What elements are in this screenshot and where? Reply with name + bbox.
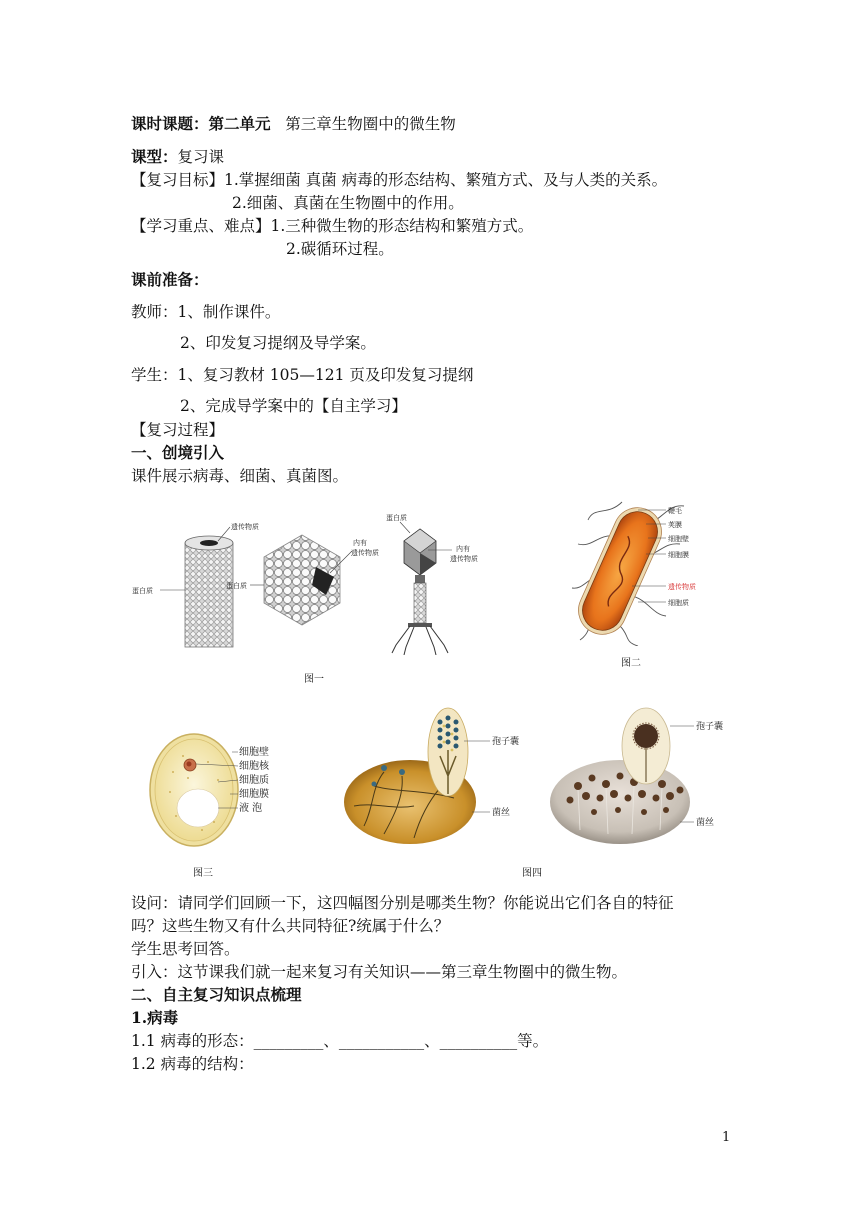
lesson-title-text: 第三章生物圈中的微生物: [285, 115, 456, 133]
key-points-line-1: [131, 216, 533, 236]
fig1-label-protein-1: 蛋白质: [132, 587, 153, 595]
virus-structure-line: 1.2 病毒的结构：: [131, 1055, 254, 1073]
lesson-type-label: 课型：: [131, 147, 178, 166]
prep-student-2: 2、完成导学案中的【自主学习】: [180, 397, 407, 415]
fig1-label-protein-2: 蛋白质: [226, 582, 247, 590]
virus-title: 1.病毒: [131, 1008, 179, 1027]
page-number: 1: [722, 1130, 731, 1145]
fig1-label-inner-2: 内有: [456, 545, 470, 553]
key-points-text-1: 1.三种微生物的形态结构和繁殖方式。: [270, 217, 534, 235]
key-points-line-2: 2.碳循环过程。: [286, 240, 394, 258]
fig1-label-protein-3: 蛋白质: [386, 514, 407, 522]
section-1-title: 一、创境引入: [131, 443, 225, 462]
section-2-title: 二、自主复习知识点梳理: [131, 985, 302, 1004]
question-line-2: 吗？这些生物又有什么共同特征?统属于什么？: [131, 917, 450, 935]
lesson-title-label: 课时课题：第二单元: [131, 114, 271, 133]
fig2-label-capsule: 荚膜: [668, 521, 682, 529]
prep-title: 课前准备：: [131, 270, 209, 289]
key-points-label: 【学习重点、难点】: [131, 217, 271, 235]
fig1-label-genetic: 遗传物质: [231, 523, 259, 531]
fig4-label-sporangium-1: 孢子囊: [492, 737, 520, 747]
figure-4-penicillium: [344, 706, 544, 846]
process-label: 【复习过程】: [131, 421, 225, 439]
figure-2-bacterium: [568, 496, 718, 646]
fig2-label-cytoplasm: 细胞质: [668, 599, 689, 607]
student-answer: 学生思考回答。: [131, 940, 240, 958]
fig2-label-flagellum: 鞭毛: [668, 507, 682, 515]
figure-4-rhizopus: [548, 706, 748, 846]
figure-4-caption: 图四: [522, 868, 542, 879]
fig2-label-genetic: 遗传物质: [668, 583, 696, 591]
question-line-1: 设问：请同学们回顾一下，这四幅图分别是哪类生物？你能说出它们各自的特征: [131, 894, 674, 912]
lesson-type: [131, 147, 224, 167]
lesson-title: [131, 114, 456, 134]
fig3-label-cytoplasm: 细胞质: [239, 775, 269, 786]
fig4-label-sporangium-2: 孢子囊: [696, 722, 724, 732]
fig2-label-cell-membrane: 细胞膜: [668, 551, 689, 559]
lead-in: 引入：这节课我们就一起来复习有关知识——第三章生物圈中的微生物。: [131, 963, 628, 981]
fig1-label-genetic-2: 遗传物质: [351, 549, 379, 557]
goals-text-1: 1.掌握细菌 真菌 病毒的形态结构、繁殖方式、及与人类的关系。: [224, 171, 668, 189]
fig4-label-hypha-2: 菌丝: [696, 818, 715, 828]
prep-student-1: 学生：1、复习教材 105—121 页及印发复习提纲: [131, 366, 474, 384]
fig1-label-inner-1: 内有: [353, 539, 367, 547]
goals-line-2: 2.细菌、真菌在生物圈中的作用。: [232, 194, 464, 212]
figure-1-caption: 图一: [304, 674, 324, 685]
fig1-label-genetic-3: 遗传物质: [450, 555, 478, 563]
fig4-label-hypha-1: 菌丝: [492, 808, 511, 818]
goals-line-1: [131, 170, 667, 190]
prep-teacher-1: 教师：1、制作课件。: [131, 303, 281, 321]
figure-3-yeast: [148, 732, 288, 850]
figure-2-caption: 图二: [621, 658, 641, 669]
virus-shape-line: 1.1 病毒的形态：_________、___________、__________等。: [131, 1032, 549, 1050]
fig3-label-vacuole: 液 泡: [239, 803, 263, 814]
goals-label: 【复习目标】: [131, 171, 225, 189]
fig2-label-cell-wall: 细胞壁: [668, 535, 689, 543]
rod-virus-shape: [185, 543, 233, 647]
lesson-type-text: 复习课: [177, 148, 225, 166]
fig3-label-nucleus: 细胞核: [239, 761, 269, 772]
prep-teacher-2: 2、印发复习提纲及导学案。: [180, 334, 376, 352]
fig3-label-membrane: 细胞膜: [239, 789, 269, 800]
fig3-label-cell-wall: 细胞壁: [239, 747, 269, 758]
figure-3-caption: 图三: [193, 868, 213, 879]
section-1-intro: 课件展示病毒、细菌、真菌图。: [131, 467, 349, 485]
figure-1-viruses: [130, 505, 500, 655]
